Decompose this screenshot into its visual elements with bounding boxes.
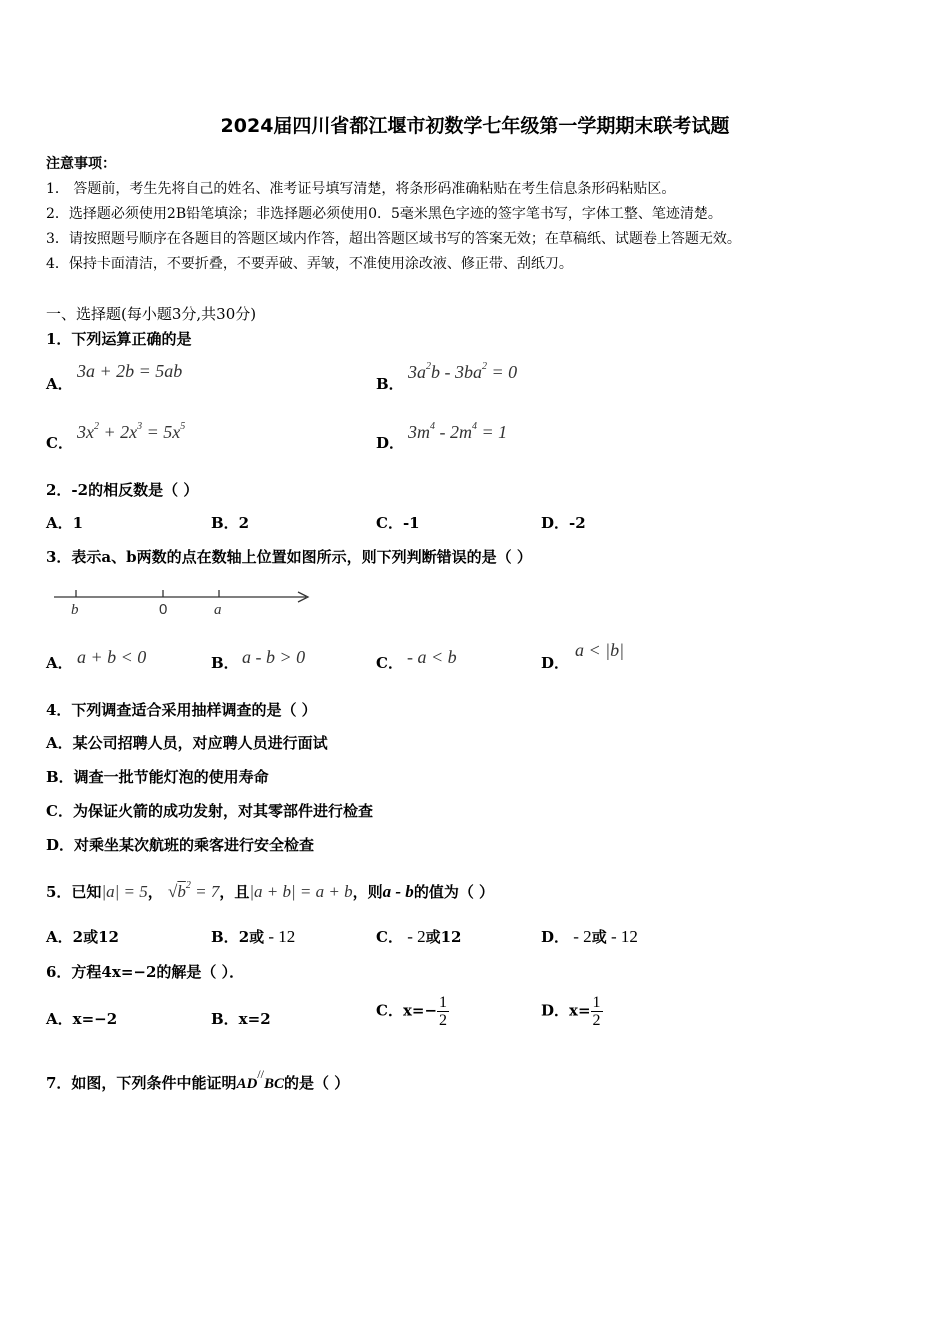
question-7-stem: 7．如图，下列条件中能证明AD//BC的是（ ） xyxy=(46,1067,350,1092)
notice-heading: 注意事项： xyxy=(46,156,116,172)
question-3-stem: 3．表示a、b两数的点在数轴上位置如图所示，则下列判断错误的是（ ） xyxy=(46,548,532,566)
q5-option-b: B．2或 - 12 xyxy=(211,927,296,946)
q1-option-c-label: C． xyxy=(46,434,73,452)
q2-option-c: C．-1 xyxy=(376,514,420,532)
question-2-stem: 2．-2的相反数是（ ） xyxy=(46,481,199,499)
q3-option-a-label: A． xyxy=(46,654,73,672)
q1-option-a-label: A． xyxy=(46,375,73,393)
page-title: 2024届四川省都江堰市初数学七年级第一学期期末联考试题 xyxy=(220,115,730,137)
q3-option-b-label: B． xyxy=(211,654,239,672)
q6-option-a: A．x=−2 xyxy=(46,1010,118,1028)
q5-option-d: D． - 2或 - 12 xyxy=(541,927,638,946)
notice-item-3: 3．请按照题号顺序在各题目的答题区域内作答，超出答题区域书写的答案无效；在草稿纸、试题卷上答题无效。 xyxy=(46,231,741,247)
question-6-stem: 6．方程4x=−2的解是（ ）． xyxy=(46,963,245,981)
q1-option-b-label: B． xyxy=(376,375,404,393)
axis-label-a: a xyxy=(214,602,222,618)
q6-option-d: D．x= $\frac{1}{2}$ xyxy=(541,994,601,1029)
q2-option-a: A．1 xyxy=(46,514,84,532)
notice-item-4: 4．保持卡面清洁，不要折叠，不要弄破、弄皱，不准使用涂改液、修正带、刮纸刀。 xyxy=(46,256,573,272)
q1-option-d-label: D． xyxy=(376,434,405,452)
axis-label-b: b xyxy=(71,602,79,618)
q4-option-c: C．为保证火箭的成功发射，对其零部件进行检查 xyxy=(46,802,373,820)
question-1-stem: 1．下列运算正确的是 xyxy=(46,330,192,348)
q4-option-d: D．对乘坐某次航班的乘客进行安全检查 xyxy=(46,836,315,854)
q3-option-a-expr: a + b < 0 xyxy=(77,647,147,667)
q1-option-a-expr: 3a + 2b = 5ab xyxy=(77,361,183,381)
section-heading: 一、选择题(每小题3分,共30分) xyxy=(46,305,257,323)
q6-option-b: B．x=2 xyxy=(211,1010,271,1028)
q6-option-c: C．x=− $\frac{1}{2}$ xyxy=(376,994,448,1029)
q3-option-b-expr: a - b > 0 xyxy=(242,647,306,667)
q3-option-d-expr: a < |b| xyxy=(575,640,625,660)
q3-option-c-expr: - a < b xyxy=(407,647,457,667)
q5-option-c: C． - 2或12 xyxy=(376,927,462,946)
q2-option-d: D．-2 xyxy=(541,514,586,532)
q4-option-a: A．某公司招聘人员，对应聘人员进行面试 xyxy=(46,734,328,752)
q6-fraction-d: $\frac{1}{2}$ xyxy=(592,994,601,1029)
notice-item-2: 2．选择题必须使用2B铅笔填涂；非选择题必须使用0．5毫米黑色字迹的签字笔书写，字体工整、笔迹清楚。 xyxy=(46,206,722,222)
q3-option-d-label: D． xyxy=(541,654,570,672)
q1-option-b-expr: $3a^2b - 3ba^2 = 0$ xyxy=(408,361,518,382)
question-5-stem: 5．已知|a| = 5， $√b^2 = 7$，且|a + b| = a + b，则a - b的值为（ ） xyxy=(46,880,495,901)
q1-option-c-expr: $3x^2 + 2x^3 = 5x^5$ xyxy=(77,421,186,442)
notice-item-1: 1． 答题前，考生先将自己的姓名、准考证号填写清楚，将条形码准确粘贴在考生信息条形码粘贴区。 xyxy=(46,181,676,197)
number-line-figure xyxy=(50,583,320,619)
q2-option-b: B．2 xyxy=(211,514,250,532)
q6-fraction-c: $\frac{1}{2}$ xyxy=(439,994,448,1029)
q4-option-b: B．调查一批节能灯泡的使用寿命 xyxy=(46,768,269,786)
axis-label-0: 0 xyxy=(159,601,168,618)
question-4-stem: 4．下列调查适合采用抽样调查的是（ ） xyxy=(46,701,317,719)
q3-option-c-label: C． xyxy=(376,654,403,672)
q1-option-d-expr: $3m^4 - 2m^4 = 1$ xyxy=(408,421,508,442)
q5-option-a: A．2或12 xyxy=(46,928,119,946)
